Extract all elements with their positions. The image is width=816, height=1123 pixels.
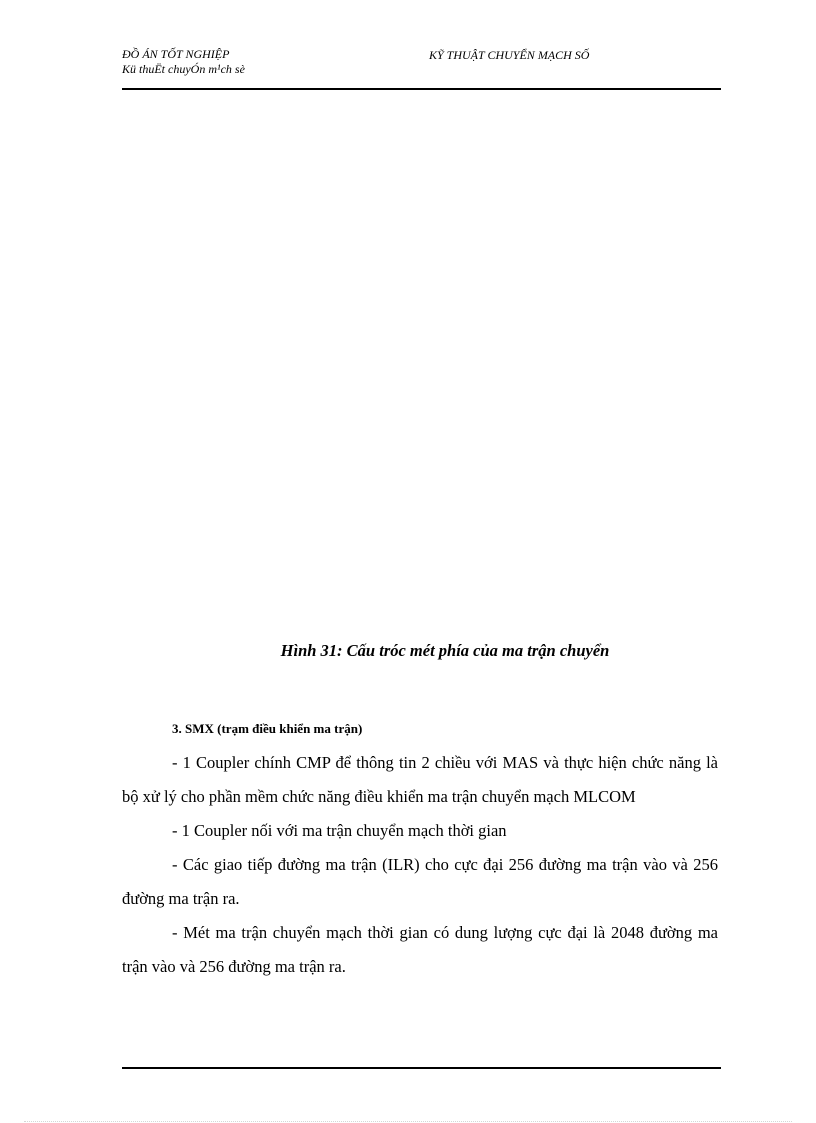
section-body — [122, 712, 718, 984]
header-divider — [122, 88, 721, 90]
header-left — [122, 47, 245, 77]
header-right-title: KỸ THUẬT CHUYỂN MẠCH SỐ — [429, 48, 590, 62]
footer-divider — [122, 1067, 721, 1069]
section-heading: 3. SMX (trạm điều khiển ma trận) — [172, 721, 363, 736]
figure-caption: Hình 31: Cấu tróc mét phía của ma trận chuyển — [280, 641, 610, 660]
paragraph: - Các giao tiếp đường ma trận (ILR) cho cực đại 256 đường ma trận vào và 256 đường ma trận ra. — [122, 855, 718, 908]
header-doc-type: ĐỒ ÁN TỐT NGHIỆP — [122, 47, 230, 61]
header-subject: Kü thuËt chuyÓn m¹ch sè — [122, 62, 245, 76]
paragraph: - Mét ma trận chuyển mạch thời gian có dung lượng cực đại là 2048 đường ma trận vào và 256 đường ma trận ra. — [122, 923, 718, 976]
page-edge-dotted-line — [24, 1121, 792, 1122]
paragraph: - 1 Coupler nối với ma trận chuyển mạch thời gian — [172, 821, 507, 840]
paragraph: - 1 Coupler chính CMP để thông tin 2 chiều với MAS và thực hiện chức năng là bộ xử lý cho phần mềm chức năng điều khiển ma trận chuyển mạch MLCOM — [122, 753, 718, 806]
